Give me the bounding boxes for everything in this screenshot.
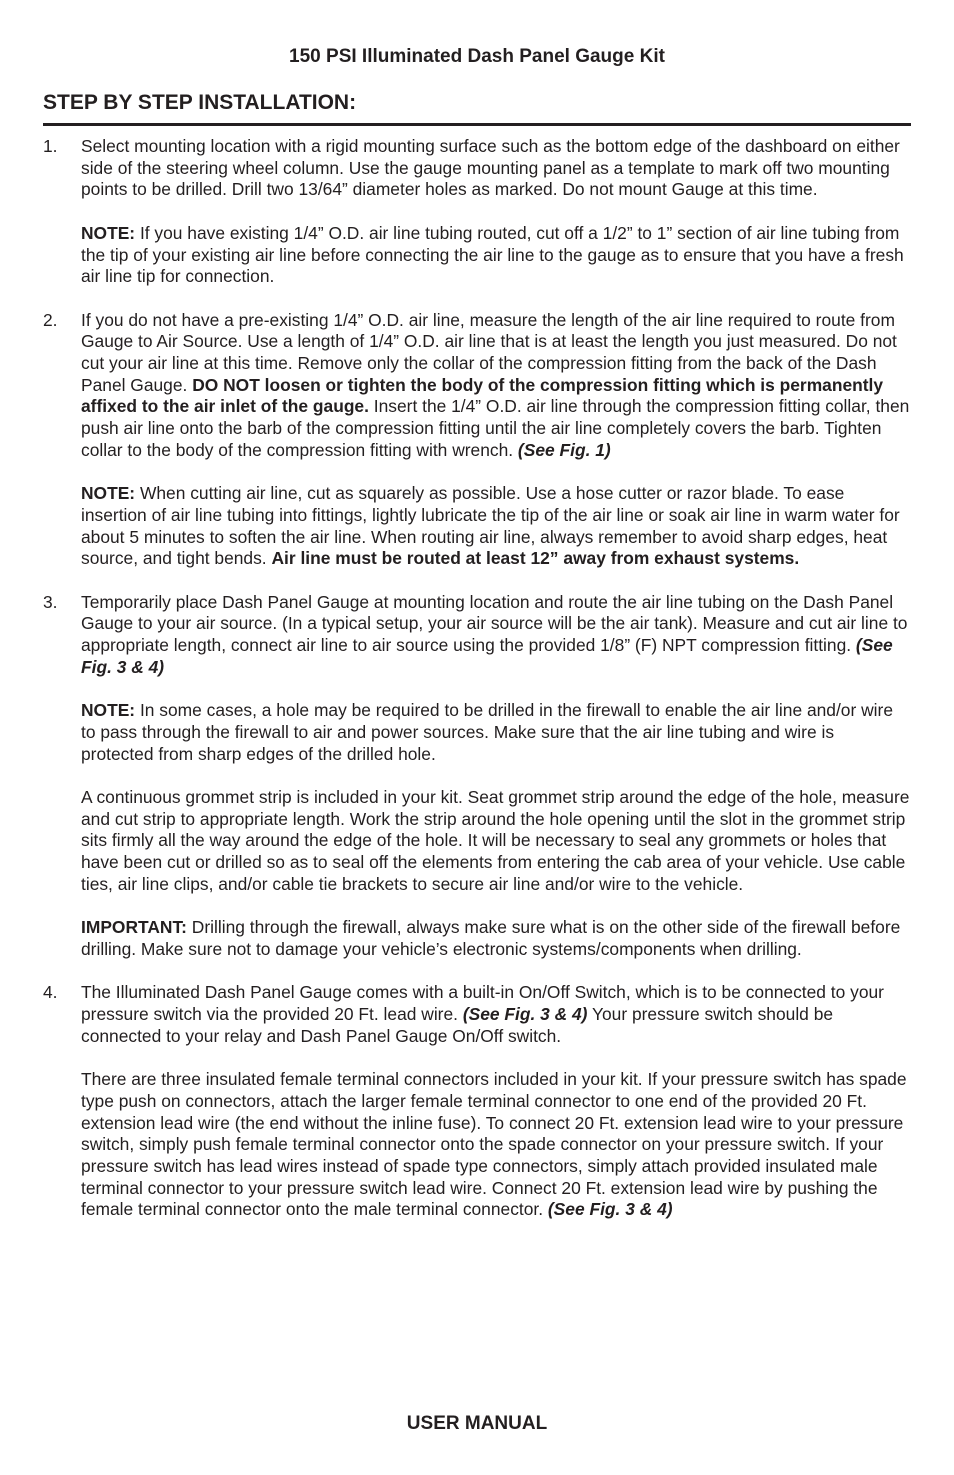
step-paragraph: Select mounting location with a rigid mounting surface such as the bottom edge of the dashboard on either side of the steering wheel column. Use the gauge mounting panel as a template to mark off two mounting points to be drilled. Drill two 13/64” diameter holes as marked. Do not mount Gauge at this time. [81,136,900,200]
step-1 [43,136,911,288]
connector-paragraph: There are three insulated female terminal connectors included in your kit. If your pressure switch has spade type push on connectors, attach the larger female terminal connector to one end of the provided 20 Ft. extension lead wire (the end without the inline fuse). To connect 20 Ft. extension lead wire to your pressure switch, simply push female terminal connector onto the spade connector on your pressure switch. If your pressure switch has lead wires instead of spade type connectors, simply attach provided insulated male terminal connector to your pressure switch lead wire. Connect 20 Ft. extension lead wire by pushing the female terminal connector onto the male terminal connector. (See Fig. 3 & 4) [81,1069,907,1220]
step-number: 3. [43,591,58,612]
step-body [81,310,911,570]
step-paragraph: Temporarily place Dash Panel Gauge at mounting location and route the air line tubing on the Dash Panel Gauge to your air source. (In a typical setup, your air source will be the air tank). Measure and cut air line to appropriate length, connect air line to air source using the provided 1/8” (F) NPT compression fitting. (See Fig. 3 & 4) [81,591,908,677]
section-heading: STEP BY STEP INSTALLATION: [43,90,911,126]
figure-reference: (See Fig. 3 & 4) [81,635,893,677]
figure-reference: (See Fig. 3 & 4) [547,1199,673,1220]
step-number: 2. [43,309,58,330]
step-number: 4. [43,982,58,1003]
step-paragraph: The Illuminated Dash Panel Gauge comes with a built-in On/Off Switch, which is to be connected to your pressure switch via the provided 20 Ft. lead wire. (See Fig. 3 & 4) Your pressure switch should be connected to your relay and Dash Panel Gauge On/Off switch. [81,982,884,1046]
step-number: 1. [43,136,58,156]
step-body [81,592,911,961]
grommet-paragraph: A continuous grommet strip is included in your kit. Seat grommet strip around the edge of the hole, measure and cut strip to appropriate length. Work the strip around the hole opening until the slot in the grommet strip sits firmly all the way around the edge of the hole. It will be necessary to seal any grommets or holes that have been cut or drilled so as to seal off the elements from entering the cab area of your vehicle. Use cable ties, air line clips, and/or cable tie brackets to secure air line and/or wire to the vehicle. [81,787,910,894]
instructions-list [43,136,911,1243]
document-title: 150 PSI Illuminated Dash Panel Gauge Kit [289,46,665,67]
step-paragraph: If you do not have a pre-existing 1/4” O.D. air line, measure the length of the air line required to route from Gauge to Air Source. Use a length of 1/4” O.D. air line that is at least the length you just measured. Do not cut your air line at this time. Remove only the collar of the compression fitting from the back of the Dash Panel Gauge. DO NOT loosen or tighten the body of the compression fitting which is permanently affixed to the air inlet of the gauge. Insert the 1/4” O.D. air line through the compression fitting collar, then push air line onto the barb of the compression fitting until the air line completely covers the barb. Tighten collar to the body of the compression fitting with wrench. (See Fig. 1) [81,309,910,460]
step-body [81,982,911,1221]
footer-label: USER MANUAL [406,1413,548,1434]
step-3 [43,592,911,961]
important-label: IMPORTANT: [81,917,187,938]
warning-text: DO NOT loosen or tighten the body of the compression fitting which is permanently affixed to the air inlet of the gauge. [81,374,884,417]
figure-reference: (See Fig. 1) [517,439,611,460]
note-label: NOTE: [81,222,136,243]
important-paragraph: IMPORTANT: Drilling through the firewall, always make sure what is on the other side of the firewall before drilling. Make sure not to damage your vehicle’s electronic systems/components when drilling. [81,917,901,959]
note-paragraph: NOTE: When cutting air line, cut as squarely as possible. Use a hose cutter or razor blade. To ease insertion of air line tubing into fittings, lightly lubricate the tip of the air line or soak air line in warm water for about 5 minutes to soften the air line. When routing air line, always remember to avoid sharp edges, heat source, and tight bends. Air line must be routed at least 12” away from exhaust systems. [81,483,900,569]
step-body [81,136,911,288]
note-paragraph: NOTE: If you have existing 1/4” O.D. air line tubing routed, cut off a 1/2” to 1” section of air line tubing from the tip of your existing air line before connecting the air line to the gauge as to ensure that you have a fresh air line tip for connection. [81,222,904,287]
warning-text: Air line must be routed at least 12” away from exhaust systems. [271,548,800,569]
figure-reference: (See Fig. 3 & 4) [462,1004,588,1024]
step-4 [43,982,911,1221]
note-paragraph: NOTE: In some cases, a hole may be required to be drilled in the firewall to enable the air line and/or wire to pass through the firewall to air and power sources. Make sure that the air line tubing and wire is protected from sharp edges of the drilled hole. [81,700,893,764]
note-label: NOTE: [81,483,136,504]
note-label: NOTE: [81,700,136,721]
step-2 [43,310,911,570]
